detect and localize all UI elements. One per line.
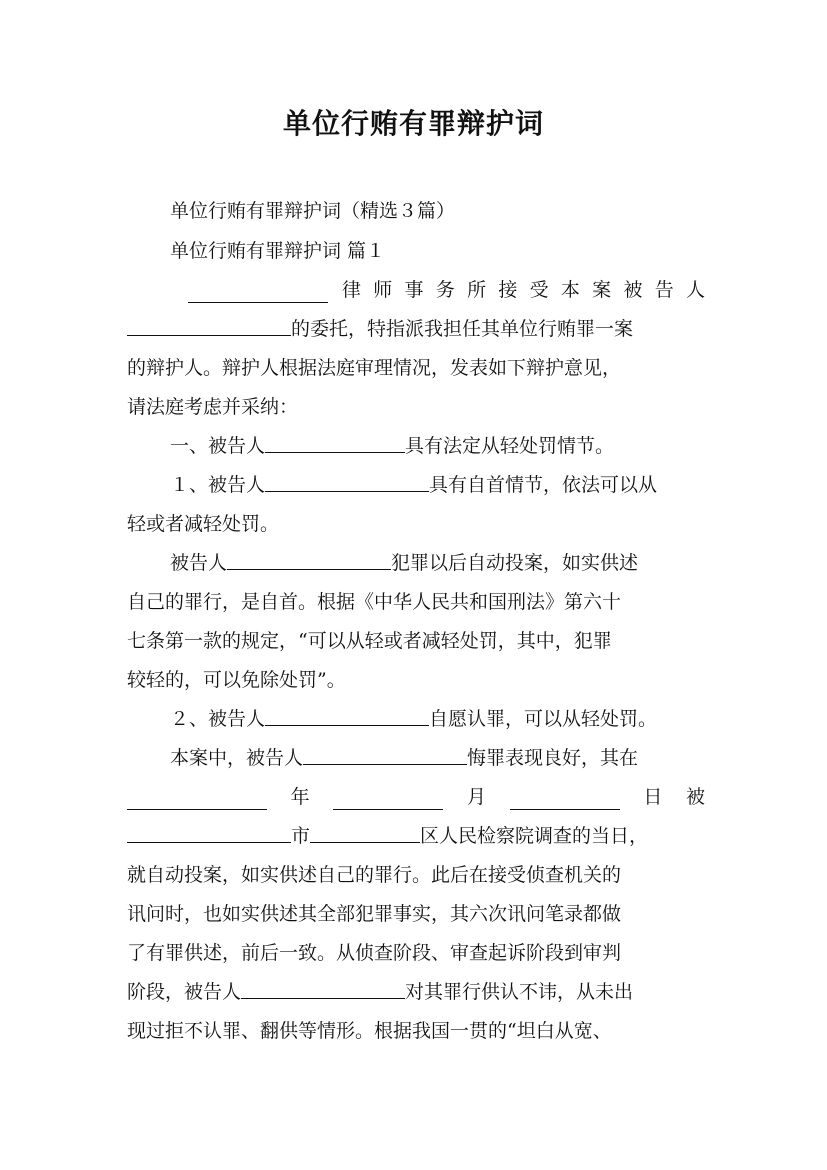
text-fragment: 单位行贿有罪辩护词 篇１ [170, 240, 386, 262]
text-fragment: 被 [685, 786, 705, 808]
text-fragment: 年 [290, 786, 310, 808]
text-fragment: 悔罪表现良好，其在 [467, 747, 639, 769]
fill-in-blank [333, 791, 443, 810]
paragraph-line [170, 745, 705, 771]
paragraph-line [127, 862, 705, 888]
fill-in-blank [310, 824, 420, 843]
text-fragment: １、被告人 [170, 474, 266, 496]
text-fragment: 被告人 [170, 552, 228, 574]
fill-in-blank [127, 317, 291, 336]
fill-in-blank [127, 824, 291, 843]
fill-in-blank [241, 980, 405, 999]
paragraph-line [127, 667, 705, 693]
text-fragment: 了有罪供述，前后一致。从侦查阶段、审查起诉阶段到审判 [127, 942, 622, 964]
text-fragment: 轻或者减轻处罚。 [127, 513, 280, 535]
subtitle-line [170, 198, 705, 224]
text-fragment: 自己的罪行，是自首。根据《中华人民共和国刑法》第六十 [127, 591, 622, 613]
paragraph-line [127, 979, 705, 1005]
paragraph-line [127, 823, 705, 849]
paragraph-line [127, 394, 705, 420]
paragraph-line [127, 940, 705, 966]
fill-in-blank [265, 707, 429, 726]
text-fragment: 阶段，被告人 [127, 981, 242, 1003]
text-fragment: 月 [466, 786, 486, 808]
text-fragment: 区人民检察院调查的当日， [420, 825, 649, 847]
text-fragment: 日 [643, 786, 663, 808]
text-fragment: 讯问时，也如实供述其全部犯罪事实，其六次讯问笔录都做 [127, 903, 622, 925]
paragraph-line [127, 316, 705, 342]
fill-in-blank [265, 434, 405, 453]
document-title: 单位行贿有罪辩护词 [282, 107, 544, 140]
fill-in-blank [510, 791, 620, 810]
paragraph-line [127, 784, 705, 810]
text-fragment: 一、被告人 [170, 435, 266, 457]
text-fragment: 七条第一款的规定，“可以从轻或者减轻处罚，其中，犯罪 [127, 630, 612, 652]
paragraph-line [170, 706, 705, 732]
text-fragment: 本案中，被告人 [170, 747, 304, 769]
fill-in-blank [303, 746, 467, 765]
paragraph-line [127, 589, 705, 615]
fill-in-blank [127, 791, 267, 810]
paragraph-line [127, 1018, 705, 1044]
text-fragment: 具有法定从轻处罚情节。 [405, 435, 615, 457]
text-fragment: 的辩护人。辩护人根据法庭审理情况，发表如下辩护意见， [127, 357, 622, 379]
paragraph-line [127, 511, 705, 537]
text-fragment: 对其罪行供认不讳，从未出 [405, 981, 634, 1003]
text-fragment: 请法庭考虑并采纳： [127, 396, 299, 418]
text-fragment: 律师事务所接受本案被告人 [342, 279, 705, 301]
paragraph-line [188, 277, 705, 303]
paragraph-line [127, 628, 705, 654]
paragraph-line [170, 472, 705, 498]
fill-in-blank [265, 473, 429, 492]
text-fragment: 市 [291, 825, 311, 847]
text-fragment: 单位行贿有罪辩护词（精选３篇） [170, 200, 456, 222]
paragraph-line [127, 355, 705, 381]
text-fragment: 现过拒不认罪、翻供等情形。根据我国一贯的“坦白从宽、 [127, 1020, 612, 1042]
text-fragment: ２、被告人 [170, 708, 266, 730]
paragraph-line [170, 550, 705, 576]
text-fragment: 较轻的，可以免除处罚”。 [127, 669, 346, 691]
fill-in-blank [227, 551, 391, 570]
paragraph-line [170, 433, 705, 459]
section-heading [170, 238, 705, 264]
text-fragment: 的委托，特指派我担任其单位行贿罪一案 [291, 318, 634, 340]
paragraph-line [127, 901, 705, 927]
text-fragment: 自愿认罪，可以从轻处罚。 [429, 708, 658, 730]
text-fragment: 就自动投案，如实供述自己的罪行。此后在接受侦查机关的 [127, 864, 622, 886]
text-fragment: 犯罪以后自动投案，如实供述 [391, 552, 639, 574]
fill-in-blank [188, 284, 328, 303]
text-fragment: 具有自首情节，依法可以从 [429, 474, 658, 496]
